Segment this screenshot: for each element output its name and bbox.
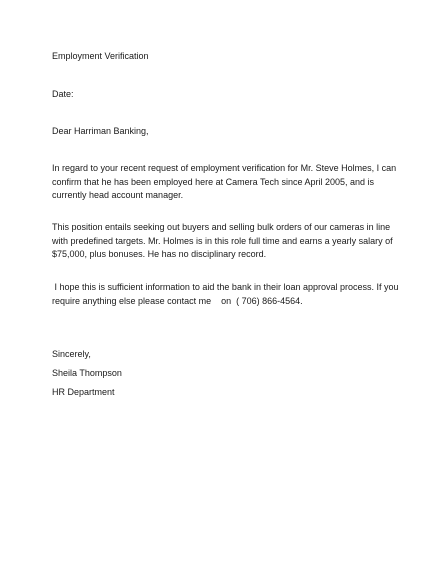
- signer-department: HR Department: [52, 387, 115, 397]
- paragraph-line: In regard to your recent request of employment verification for Mr. Steve Holmes, I can: [52, 163, 397, 173]
- paragraph-line: This position entails seeking out buyers and selling bulk orders of our cameras in line: [52, 222, 391, 232]
- paragraph-line: with predefined targets. Mr. Holmes is in this role full time and earns a yearly salary of: [52, 235, 393, 246]
- signer-name: Sheila Thompson: [52, 368, 122, 378]
- paragraph-position-details: [52, 221, 392, 262]
- date-label: Date:: [52, 89, 74, 99]
- salutation: Dear Harriman Banking,: [52, 126, 149, 136]
- paragraph-line: $75,000, plus bonuses. He has no disciplinary record.: [52, 249, 267, 259]
- paragraph-line: require anything else please contact me on ( 706) 866-4564.: [52, 295, 303, 306]
- paragraph-employment-confirmation: [52, 162, 397, 203]
- paragraph-line: currently head account manager.: [52, 190, 184, 200]
- letter-title: Employment Verification: [52, 51, 149, 61]
- closing: Sincerely,: [52, 349, 91, 359]
- paragraph-line: confirm that he has been employed here at Camera Tech since April 2005, and is: [52, 176, 375, 187]
- paragraph-closing-remarks: [52, 281, 399, 308]
- paragraph-line: I hope this is sufficient information to aid the bank in their loan approval process. If you: [52, 282, 399, 292]
